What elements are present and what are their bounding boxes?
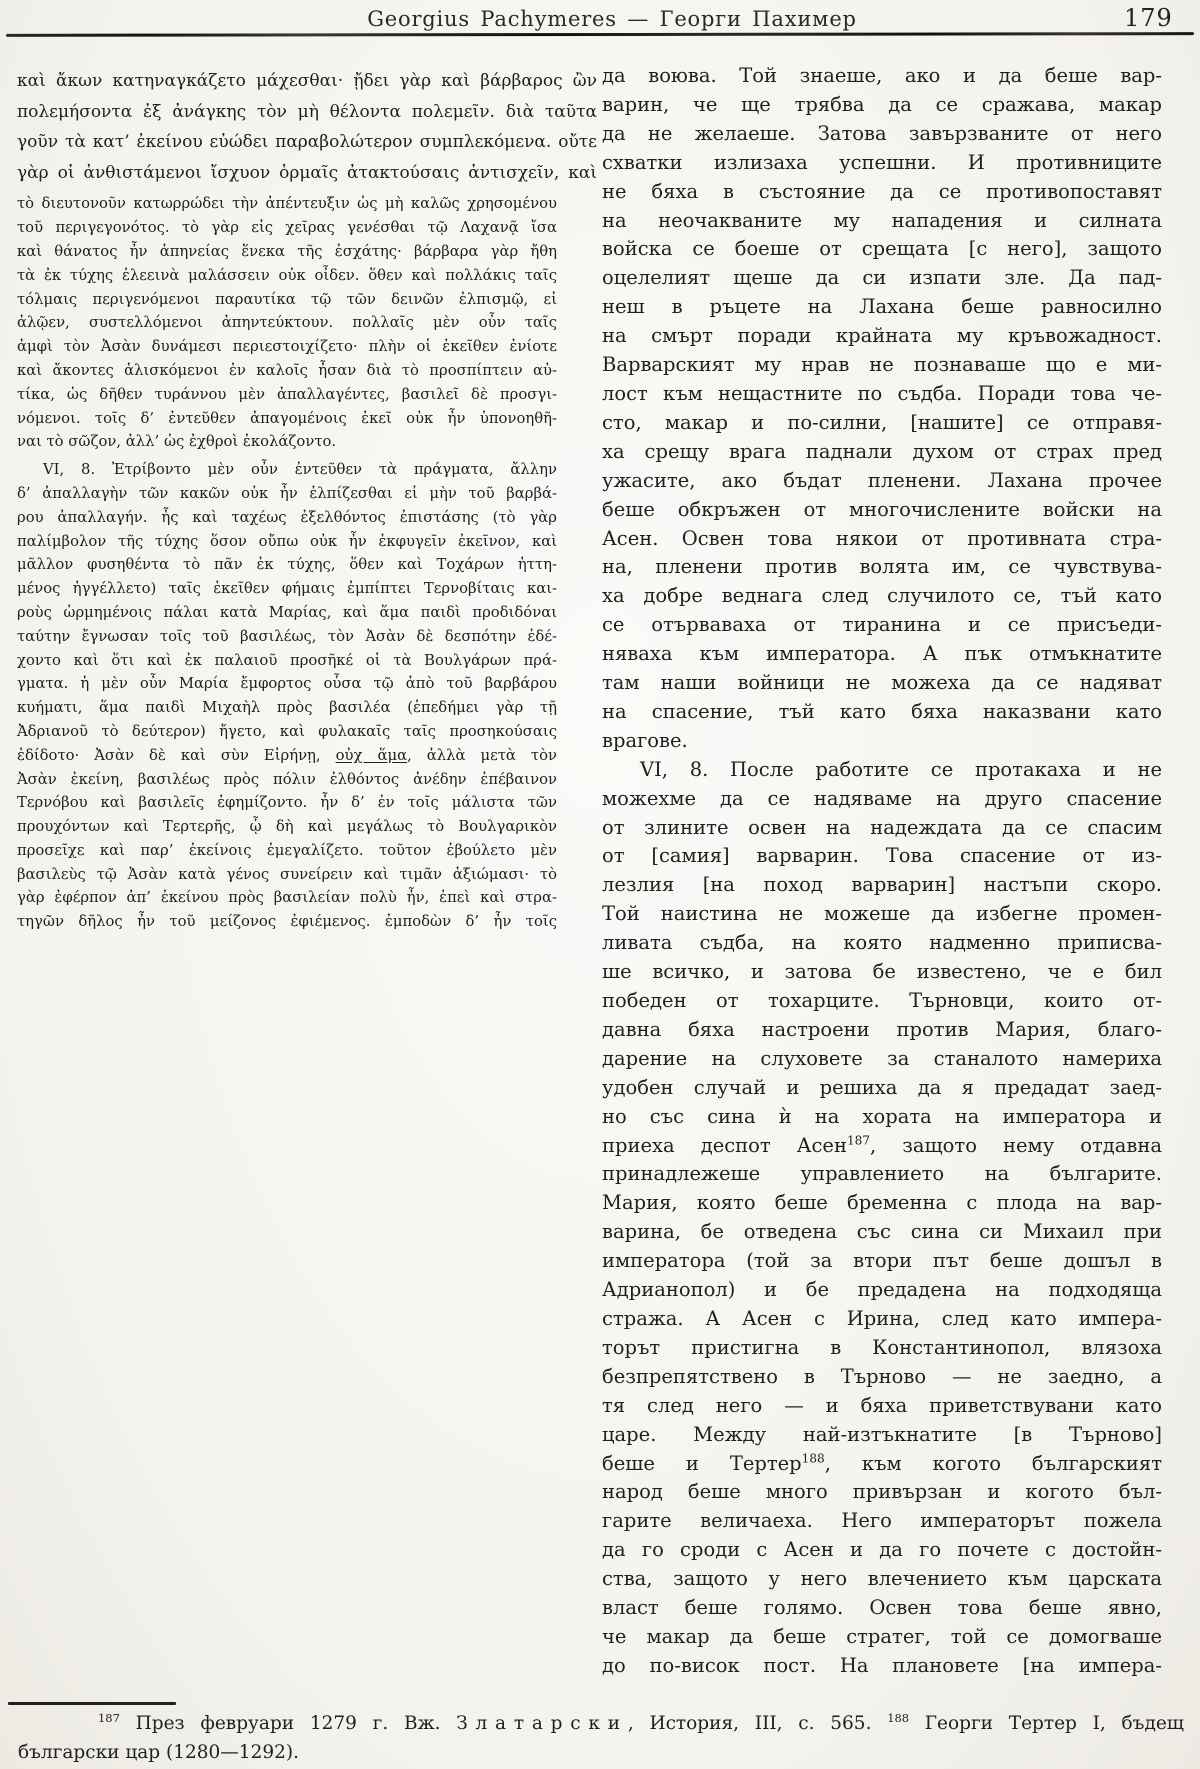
text-line: Τερνόβου καὶ βασιλεῖς ἐφημίζοντο. ἦν δ’ ἐν τοῖς μάλιστα τῶν [17, 794, 557, 812]
text-line: Ἀδριανοῦ τὸ δεύτερον) ἤγετο, καὶ φυλακαῖς ταῖς προσηκούσαις [17, 722, 557, 740]
footnote-ref: 187 [846, 1133, 871, 1148]
text-line: τόλμαις περιγενόμενοι παραυτίκα τῷ τῶν δεινῶν ἐλπισμῷ, εἰ [17, 290, 557, 308]
text-line: сто, макар и по-силни, [нашите] се отправя- [602, 410, 1162, 434]
text-line: ства, защото у него влечението към царската [602, 1567, 1162, 1591]
text-line: няваха към императора. А пък отмъкнатите [602, 642, 1162, 666]
text-line: безпрепятствено в Търново — не заедно, а [602, 1364, 1162, 1388]
text-line: τοῦ περιγεγονότος. τὸ γὰρ εἰς χεῖρας γενέσθαι τῷ Λαχανᾷ ἴσα [17, 219, 557, 237]
text-line: лост към нещастните по съдба. Поради това че- [602, 381, 1162, 405]
letterspaced-author-name: Златарски [456, 1713, 628, 1734]
text-line: да воюва. Той знаеше, ако и да беше вар- [602, 64, 1162, 87]
text-line: κυήματι, ἅμα παιδὶ Μιχαὴλ πρὸς βασιλέα (ἐπεδήμει γὰρ τῇ [17, 699, 557, 717]
text-line: μᾶλλον φυσηθέντα τὸ πᾶν ἐκ τύχης, ὅθεν καὶ Τοχάρων ἡττη- [17, 556, 557, 574]
text-line: καὶ ἄκοντες ἁλισκόμενοι ἐν καλοῖς ἦσαν διὰ τὸ προσπίπτειν αὐ- [17, 361, 557, 379]
text-line: VI, 8. Ἐτρίβοντο μὲν οὖν ἐντεῦθεν τὰ πράγματα, ἄλλην [43, 461, 557, 479]
text-line: Адрианопол) и бе предадена на подходяща [602, 1278, 1162, 1302]
text-line: ἁλῷεν, συστελλόμενοι ἀπηντεύκτουν. πολλαῖς μὲν οὖν ταῖς [17, 314, 557, 332]
text-line: до по-висок пост. На плановете [на импера- [602, 1653, 1162, 1677]
text-line: не бяха в състояние да се противопоставят [602, 179, 1162, 203]
text-line: δ’ ἀπαλλαγὴν τῶν κακῶν οὐκ ἦν ἐλπίζεσθαι εἰ μὴν τοῦ βαρβά- [17, 484, 557, 502]
text-line: врагове. [602, 728, 688, 752]
text-line: принадлежеше управлението на българите. [602, 1162, 1162, 1186]
text-line: ше всичко, и затова бе известено, че е бил [602, 960, 1162, 984]
text-line: πολεμήσοντα ἐξ ἀνάγκης τὸν μὴ θέλοντα πολεμεῖν. διὰ ταῦτα [17, 101, 597, 122]
text-line: Мария, която беше бременна с плода на вар- [602, 1191, 1162, 1215]
text-line: ροὺς ὡρμημένοις πάλαι κατὰ Μαρίας, καὶ ἅμα παιδὶ προδιδόναι [17, 603, 557, 621]
text-line: че макар да беше стратег, той се домогваше [602, 1624, 1162, 1648]
text-line: τηγῶν δῆλος ἦν τοῦ μείζονος ἐφιέμενος. ἐμποδὼν δ’ ἦν τοῖς [17, 913, 557, 931]
bulgarian-continuation-paragraph [602, 62, 1162, 756]
text-line: παλίμβολον τῆς τύχης ὅσον οὔπω οὐκ ἦν ἐκφυγεῖν ἐκεῖνον, καὶ [17, 532, 557, 550]
footnote-ref: 187 [98, 1710, 120, 1725]
text-line: γματα. ἡ μὲν οὖν Μαρία ἔμφορτος οὖσα τῷ ἀπὸ τοῦ βαρβάρου [17, 675, 557, 693]
text-line: беше и Тертер$^{188}$, към когото българският [602, 1451, 1162, 1475]
text-line: удобен случай и решиха да я предадат заед- [602, 1075, 1162, 1099]
text-line: Асен. Освен това някои от противната стра- [602, 526, 1162, 550]
greek-continuation-small [17, 192, 557, 454]
text-line: τὰ ἐκ τύχης ἐλεεινὰ μαλάσσειν οὐκ οἶδεν. ὅθεν καὶ πολλάκις ταῖς [17, 266, 557, 284]
text-line: народ беше много привързан и когото бъл- [602, 1480, 1162, 1504]
text-line: ха срещу врага паднали духом от страх пред [602, 439, 1162, 463]
text-line: на, пленени против волята им, се чувствува- [602, 555, 1162, 579]
text-line: схватки излизаха успешни. И противниците [602, 150, 1162, 174]
text-line: προυχόντων καὶ Τερτερῆς, ᾧ δὴ καὶ μεγάλως τὸ Βουλγαρικὸν [17, 818, 557, 836]
text-line: ужасите, ако бъдат пленени. Лахана прочее [602, 468, 1162, 492]
text-line: ἐδίδοτο· Ἀσὰν δὲ καὶ σὺν Εἰρήνῃ, οὐχ ἅμα, ἀλλὰ μετὰ τὸν [17, 746, 557, 764]
text-line: Ἀσὰν ἐκείνη, βασιλέως πρὸς πόλιν ἐλθόντος ἀνέδην ἐπέβαινον [17, 770, 557, 788]
text-line: от [самия] варварин. Това спасение от из- [602, 844, 1162, 868]
greek-continuation-large [17, 66, 597, 188]
text-line: от злините освен на надеждата да се спасим [602, 815, 1162, 839]
text-line: царе. Между най-изтъкнатите [в Търново] [602, 1422, 1162, 1446]
text-line: власт беше голямо. Освен това беше явно, [602, 1596, 1162, 1620]
text-line: τὸ διευτονοῦν κατωρρώδει τὴν ἀπέντευξιν ὡς μὴ καλῶς χρησομένου [17, 195, 557, 213]
text-line: оцелелият щеше да си изпати зле. Да пад- [602, 266, 1162, 290]
text-line: καὶ θάνατος ἦν ἀπηνείας ἕνεκα τῆς ἐσχάτης· βάρβαρα γὰρ ἤθη [17, 242, 557, 260]
text-line: $^{187}$ През февруари 1279 г. Вж. Златарски, История, III, с. 565. $^{188}$ Георги Тертер I, бъдещ [98, 1710, 1184, 1734]
bulgarian-section-vi-8 [602, 756, 1162, 1681]
text-line: γοῦν τὰ κατ’ ἐκείνου εὐώδει παραβολώτερον συμπλεκόμενα. οὔτε [17, 132, 597, 153]
text-line: νόμενοι. τοῖς δ’ ἐντεῦθεν ἀπαγομένοις ἐκεῖ οὐκ ἦν ὑπονοηθῆ- [17, 409, 557, 427]
text-line: там наши войници не можеха да се надяват [602, 671, 1162, 695]
page-number: 179 [1124, 4, 1173, 32]
text-line: VI, 8. После работите се протакаха и не [640, 757, 1162, 781]
text-line: торът пристигна в Константинопол, влязоха [602, 1335, 1162, 1359]
text-line: μένος ἠγγέλλετο) ταῖς ἐκεῖθεν φήμαις ἐμπίπτει Τερνοβίταις και- [17, 580, 557, 598]
text-line: да го сроди с Асен и да го почете с достойн- [602, 1538, 1162, 1562]
footnote-ref: 188 [801, 1451, 825, 1465]
text-line: но със сина ѝ на хората на императора и [602, 1104, 1162, 1128]
text-line: на спасение, тъй като бяха наказвани като [602, 699, 1162, 723]
text-line: ха добре веднага след случилото се, тъй като [602, 584, 1162, 608]
text-line: ἀμφὶ τὸν Ἀσὰν δυνάμεσι περιεστοιχίζετο· πλὴν οἱ ἐκεῖθεν ἐνίοτε [17, 338, 557, 356]
text-line: лезлия [на поход варварин] настъпи скоро. [602, 873, 1162, 897]
bulgarian-text-column [602, 62, 1162, 1681]
text-line: на неочакваните му нападения и силната [602, 208, 1162, 232]
text-line: давна бяха настроени против Мария, благо- [602, 1017, 1162, 1041]
text-line: ταύτην ἔγνωσαν τοῖς τοῦ βασιλέως, τὸν Ἀσὰν δὲ δεσπότην ἐδέ- [17, 627, 557, 645]
text-line: ливата съдба, на която надменно приписва- [602, 931, 1162, 955]
footnotes [18, 1709, 1184, 1767]
text-line: български цар (1280—1292). [18, 1742, 299, 1763]
text-line: стража. А Асен с Ирина, след като импера- [602, 1306, 1162, 1330]
text-line: Той наистина не можеше да избегне промен- [602, 902, 1162, 926]
text-line: Варварският му нрав не познаваше що е ми- [602, 353, 1162, 377]
text-line: γὰρ οἱ ἀνθιστάμενοι ἴσχυον ὁρμαῖς ἀτακτούσαις ἀντισχεῖν, καὶ [17, 162, 597, 183]
text-line: неш в ръцете на Лахана беше равносилно [602, 295, 1162, 319]
text-line: καὶ ἄκων κατηναγκάζετο μάχεσθαι· ᾔδει γὰρ καὶ βάρβαρος ὢν [17, 71, 597, 91]
text-line: се отърваваха от тиранина и се присъеди- [602, 613, 1162, 637]
text-line: можехме да се надяваме на друго спасение [602, 786, 1162, 810]
text-line: χοντο καὶ ὅτι καὶ ἐκ παλαιοῦ προσῆκέ οἱ τὰ Βουλγάρων πρά- [17, 651, 557, 669]
text-line: приеха деспот Асен$^{187}$, защото нему отдавна [602, 1133, 1162, 1157]
text-line: императора (той за втори път беше дошъл в [602, 1249, 1162, 1273]
footnote-rule [8, 1702, 176, 1705]
text-line: ναι τὸ σῶζον, ἀλλ’ ὡς ἐχθροὶ ἐκολάζοντο. [17, 433, 337, 451]
footnote-ref: 188 [887, 1710, 910, 1725]
text-line: да не желаеше. Затова завързваните от него [602, 121, 1162, 145]
header-rule [6, 32, 1194, 37]
text-line: βασιλεὺς τῷ Ἀσὰν κατὰ γένος συνείρειν καὶ τιμᾶν ἀξιώμασι· τὸ [17, 865, 557, 883]
underlined-phrase: οὐχ ἅμα [335, 746, 408, 764]
running-title: Georgius Pachymeres — Георги Пахимер [367, 7, 857, 31]
greek-text-column [17, 66, 597, 934]
text-line: победен от тохарците. Търновци, които от- [602, 989, 1162, 1012]
text-line: γὰρ ἐφέρπον ἀπ’ ἐκείνου πρὸς βασιλείαν πολὺ ἦν, ἐπεὶ καὶ στρα- [17, 889, 557, 907]
greek-section-vi-8 [17, 458, 557, 934]
text-line: беше обкръжен от многочислените войски на [602, 497, 1162, 521]
text-line: на смърт поради крайната му кръвожадност. [602, 324, 1162, 348]
text-line: ρου ἀπαλλαγήν. ἧς καὶ ταχέως ἐξελθόντος ἐπιστάσης (τὸ γὰρ [17, 508, 557, 526]
text-line: гарите величаеха. Него императорът пожела [602, 1509, 1162, 1533]
text-line: варина, бе отведена със сина си Михаил при [602, 1220, 1162, 1244]
text-line: προσεῖχε καὶ παρ’ ἐκείνοις ἐμεγαλίζετο. τοῦτον ἐβούλετο μὲν [17, 841, 557, 859]
text-line: варин, че ще трябва да се сражава, макар [602, 92, 1162, 116]
text-line: войска се боеше от срещата [с него], защото [602, 237, 1162, 261]
text-line: дарение на слуховете за станалото намериха [602, 1046, 1162, 1070]
text-line: τίκα, ὡς δῆθεν τυράννου μὲν ἀπαλλαγέντες, βασιλεῖ δὲ προσγι- [17, 385, 557, 403]
text-line: тя след него — и бяха приветствувани като [602, 1393, 1162, 1417]
